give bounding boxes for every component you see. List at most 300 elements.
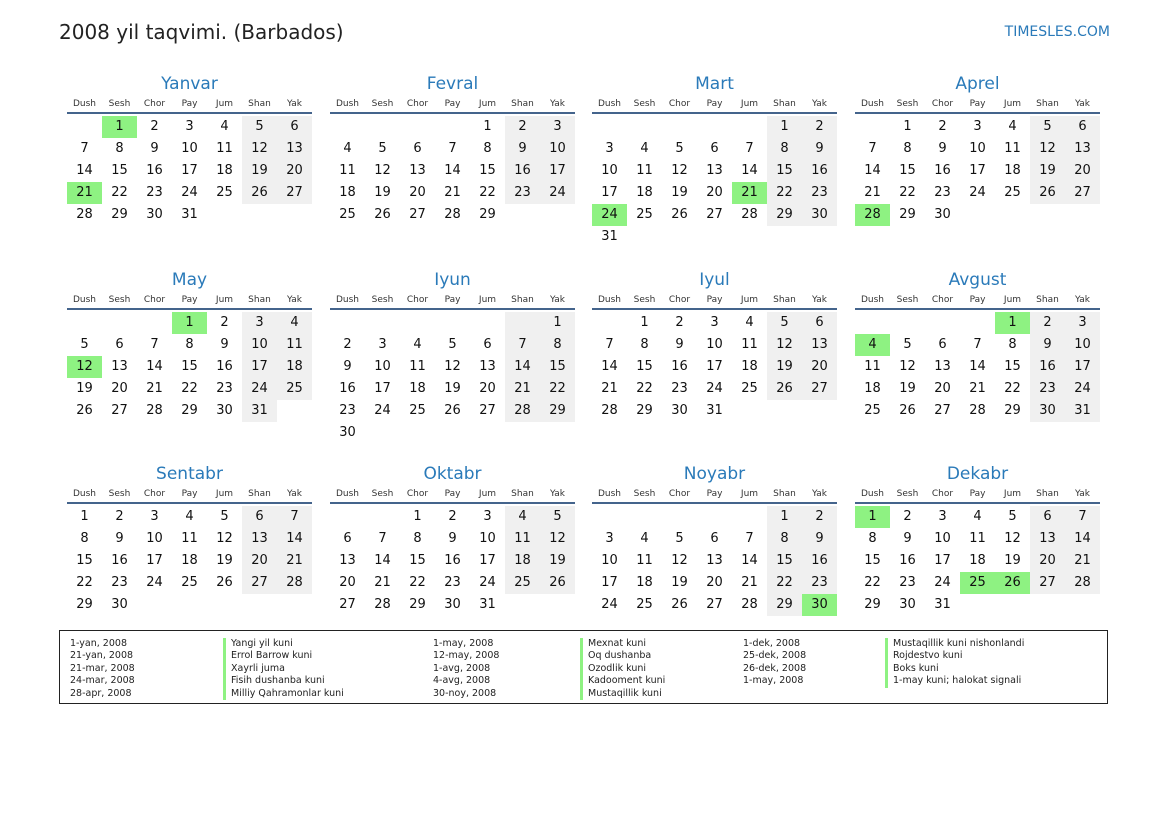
day-cell: 25 bbox=[1004, 185, 1021, 200]
week-row bbox=[592, 528, 837, 550]
day-cell: 11 bbox=[216, 141, 233, 156]
day-cell: 5 bbox=[1030, 116, 1065, 138]
day-cell: 20 bbox=[242, 550, 277, 572]
day-cell: 4 bbox=[640, 531, 649, 546]
weekday-label: Jum bbox=[478, 295, 497, 305]
day-cell: 5 bbox=[903, 337, 912, 352]
empty-cell bbox=[242, 204, 277, 226]
holiday-legend bbox=[59, 630, 1108, 704]
day-cell: 14 bbox=[277, 528, 312, 550]
empty-cell bbox=[505, 204, 540, 226]
week-row bbox=[592, 312, 837, 334]
day-cell: 23 bbox=[802, 182, 837, 204]
day-cell: 13 bbox=[409, 163, 426, 178]
empty-cell bbox=[330, 312, 365, 334]
day-cell: 11 bbox=[969, 531, 986, 546]
empty-cell bbox=[400, 422, 435, 444]
day-cell: 14 bbox=[741, 553, 758, 568]
weekday-label: Jum bbox=[478, 489, 497, 499]
day-cell: 18 bbox=[505, 550, 540, 572]
day-cell: 3 bbox=[185, 119, 194, 134]
day-cell: 30 bbox=[802, 594, 837, 616]
day-cell: 21 bbox=[601, 381, 618, 396]
day-cell: 28 bbox=[969, 403, 986, 418]
day-cell: 31 bbox=[181, 207, 198, 222]
empty-cell bbox=[767, 226, 802, 248]
day-cell: 6 bbox=[1030, 506, 1065, 528]
day-cell: 13 bbox=[339, 553, 356, 568]
day-cell: 26 bbox=[995, 572, 1030, 594]
legend-holiday-name: Oq dushanba bbox=[580, 650, 665, 662]
day-cell: 16 bbox=[899, 553, 916, 568]
day-cell: 9 bbox=[802, 138, 837, 160]
week-row bbox=[330, 506, 575, 528]
empty-cell bbox=[330, 506, 365, 528]
day-cell: 17 bbox=[601, 185, 618, 200]
weekday-label: Yak bbox=[287, 99, 302, 109]
day-cell: 24 bbox=[146, 575, 163, 590]
day-cell: 16 bbox=[111, 553, 128, 568]
weekday-header bbox=[592, 292, 837, 310]
weekday-label: Yak bbox=[1075, 489, 1090, 499]
legend-date: 21-yan, 2008 bbox=[70, 650, 134, 662]
day-cell: 6 bbox=[483, 337, 492, 352]
week-row bbox=[330, 204, 575, 226]
day-cell: 22 bbox=[899, 185, 916, 200]
day-cell: 6 bbox=[413, 141, 422, 156]
empty-cell bbox=[732, 226, 767, 248]
empty-cell bbox=[435, 116, 470, 138]
day-cell: 19 bbox=[540, 550, 575, 572]
empty-cell bbox=[697, 506, 732, 528]
weekday-label: Pay bbox=[969, 489, 986, 499]
day-cell: 21 bbox=[374, 575, 391, 590]
day-cell: 25 bbox=[409, 403, 426, 418]
week-row bbox=[330, 594, 575, 616]
empty-cell bbox=[627, 226, 662, 248]
day-cell: 22 bbox=[111, 185, 128, 200]
weekday-label: Jum bbox=[215, 295, 234, 305]
week-row bbox=[855, 334, 1100, 356]
weekday-label: Chor bbox=[931, 489, 954, 499]
day-cell: 23 bbox=[111, 575, 128, 590]
day-cell: 1 bbox=[483, 119, 492, 134]
month-name: Noyabr bbox=[683, 464, 746, 484]
week-row bbox=[855, 356, 1100, 378]
day-cell: 30 bbox=[146, 207, 163, 222]
month-sentabr bbox=[67, 462, 312, 616]
weekday-label: Yak bbox=[287, 489, 302, 499]
legend-date: 12-may, 2008 bbox=[433, 650, 500, 662]
weekday-label: Chor bbox=[668, 489, 691, 499]
week-row bbox=[855, 572, 1100, 594]
empty-cell bbox=[505, 594, 540, 616]
week-row bbox=[855, 116, 1100, 138]
week-row bbox=[67, 378, 312, 400]
week-row bbox=[855, 594, 1100, 616]
day-cell: 27 bbox=[1030, 572, 1065, 594]
day-cell: 26 bbox=[444, 403, 461, 418]
week-row bbox=[67, 550, 312, 572]
day-cell: 11 bbox=[505, 528, 540, 550]
day-cell: 24 bbox=[374, 403, 391, 418]
weekday-label: Sesh bbox=[896, 295, 919, 305]
month-name: Yanvar bbox=[161, 74, 218, 94]
weekday-label: Dush bbox=[597, 99, 622, 109]
day-cell: 21 bbox=[969, 381, 986, 396]
weekday-label: Pay bbox=[706, 489, 723, 499]
day-cell: 26 bbox=[540, 572, 575, 594]
day-cell: 7 bbox=[505, 334, 540, 356]
day-cell: 7 bbox=[378, 531, 387, 546]
day-cell: 31 bbox=[242, 400, 277, 422]
day-cell: 20 bbox=[111, 381, 128, 396]
day-cell: 13 bbox=[277, 138, 312, 160]
day-cell: 9 bbox=[1030, 334, 1065, 356]
day-cell: 3 bbox=[1065, 312, 1100, 334]
day-cell: 8 bbox=[115, 141, 124, 156]
day-cell: 1 bbox=[640, 315, 649, 330]
day-cell: 14 bbox=[864, 163, 881, 178]
day-cell: 16 bbox=[444, 553, 461, 568]
empty-cell bbox=[1030, 204, 1065, 226]
day-cell: 25 bbox=[181, 575, 198, 590]
weekday-label: Yak bbox=[812, 295, 827, 305]
day-cell: 19 bbox=[444, 381, 461, 396]
legend-date: 30-noy, 2008 bbox=[433, 687, 497, 699]
weekday-label: Pay bbox=[181, 99, 198, 109]
weekday-label: Sesh bbox=[633, 99, 656, 109]
legend-date: 26-dek, 2008 bbox=[743, 662, 807, 674]
day-cell: 21 bbox=[277, 550, 312, 572]
weekday-label: Chor bbox=[406, 99, 429, 109]
legend-holiday-name: Fisih dushanba kuni bbox=[223, 675, 344, 687]
empty-cell bbox=[697, 116, 732, 138]
legend-holiday-name: Mustaqillik kuni nishonlandi bbox=[885, 638, 1024, 650]
weekday-header bbox=[67, 292, 312, 310]
week-row bbox=[855, 550, 1100, 572]
month-may bbox=[67, 268, 312, 422]
day-cell: 24 bbox=[592, 204, 627, 226]
day-cell: 6 bbox=[802, 312, 837, 334]
day-cell: 8 bbox=[483, 141, 492, 156]
month-fevral bbox=[330, 72, 575, 226]
weekday-label: Yak bbox=[550, 295, 565, 305]
month-avgust bbox=[855, 268, 1100, 422]
day-cell: 28 bbox=[146, 403, 163, 418]
day-cell: 22 bbox=[636, 381, 653, 396]
week-row bbox=[592, 356, 837, 378]
weekday-label: Jum bbox=[1003, 295, 1022, 305]
day-cell: 12 bbox=[767, 334, 802, 356]
day-cell: 28 bbox=[855, 204, 890, 226]
week-row bbox=[330, 334, 575, 356]
day-cell: 26 bbox=[374, 207, 391, 222]
day-cell: 28 bbox=[76, 207, 93, 222]
weekday-label: Sesh bbox=[371, 489, 394, 499]
weekday-label: Chor bbox=[931, 99, 954, 109]
day-cell: 3 bbox=[605, 531, 614, 546]
week-row bbox=[330, 160, 575, 182]
day-cell: 13 bbox=[706, 163, 723, 178]
day-cell: 4 bbox=[277, 312, 312, 334]
legend-dates-col bbox=[433, 638, 499, 700]
day-cell: 16 bbox=[1030, 356, 1065, 378]
day-cell: 10 bbox=[181, 141, 198, 156]
day-cell: 23 bbox=[934, 185, 951, 200]
month-noyabr bbox=[592, 462, 837, 616]
weekday-header bbox=[855, 486, 1100, 504]
day-cell: 5 bbox=[220, 509, 229, 524]
week-row bbox=[855, 138, 1100, 160]
day-cell: 9 bbox=[448, 531, 457, 546]
day-cell: 15 bbox=[899, 163, 916, 178]
day-cell: 4 bbox=[1008, 119, 1017, 134]
weekday-label: Sesh bbox=[108, 489, 131, 499]
day-cell: 5 bbox=[1008, 509, 1017, 524]
month-name: Avgust bbox=[948, 270, 1007, 290]
day-cell: 9 bbox=[115, 531, 124, 546]
empty-cell bbox=[1065, 594, 1100, 616]
day-cell: 5 bbox=[767, 312, 802, 334]
day-cell: 19 bbox=[216, 553, 233, 568]
week-row bbox=[67, 400, 312, 422]
day-cell: 23 bbox=[1030, 378, 1065, 400]
day-cell: 20 bbox=[409, 185, 426, 200]
day-cell: 12 bbox=[216, 531, 233, 546]
day-cell: 7 bbox=[745, 141, 754, 156]
day-cell: 23 bbox=[339, 403, 356, 418]
day-cell: 27 bbox=[706, 207, 723, 222]
week-row bbox=[592, 334, 837, 356]
week-row bbox=[67, 312, 312, 334]
day-cell: 20 bbox=[277, 160, 312, 182]
day-cell: 18 bbox=[339, 185, 356, 200]
weekday-label: Shan bbox=[1036, 489, 1059, 499]
day-cell: 30 bbox=[671, 403, 688, 418]
day-cell: 1 bbox=[80, 509, 89, 524]
weekday-label: Sesh bbox=[633, 489, 656, 499]
weekday-label: Dush bbox=[597, 489, 622, 499]
empty-cell bbox=[242, 594, 277, 616]
weekday-label: Yak bbox=[812, 489, 827, 499]
brand-link[interactable]: TIMESLES.COM bbox=[1004, 24, 1110, 40]
day-cell: 1 bbox=[903, 119, 912, 134]
weekday-label: Dush bbox=[860, 489, 885, 499]
week-row bbox=[67, 116, 312, 138]
day-cell: 4 bbox=[343, 141, 352, 156]
weekday-label: Sesh bbox=[371, 99, 394, 109]
day-cell: 26 bbox=[671, 597, 688, 612]
month-iyul bbox=[592, 268, 837, 422]
week-row bbox=[855, 400, 1100, 422]
legend-names-col bbox=[223, 638, 344, 700]
day-cell: 17 bbox=[1065, 356, 1100, 378]
day-cell: 29 bbox=[111, 207, 128, 222]
day-cell: 7 bbox=[277, 506, 312, 528]
day-cell: 14 bbox=[76, 163, 93, 178]
day-cell: 9 bbox=[903, 531, 912, 546]
day-cell: 4 bbox=[745, 315, 754, 330]
day-cell: 18 bbox=[181, 553, 198, 568]
empty-cell bbox=[1065, 204, 1100, 226]
weekday-label: Dush bbox=[72, 489, 97, 499]
day-cell: 17 bbox=[181, 163, 198, 178]
day-cell: 27 bbox=[111, 403, 128, 418]
week-row bbox=[67, 204, 312, 226]
empty-cell bbox=[890, 312, 925, 334]
weekday-header bbox=[330, 486, 575, 504]
day-cell: 14 bbox=[601, 359, 618, 374]
day-cell: 11 bbox=[1004, 141, 1021, 156]
weekday-label: Shan bbox=[248, 489, 271, 499]
day-cell: 4 bbox=[220, 119, 229, 134]
weekday-label: Dush bbox=[597, 295, 622, 305]
day-cell: 27 bbox=[1065, 182, 1100, 204]
day-cell: 12 bbox=[444, 359, 461, 374]
legend-dates-col bbox=[743, 638, 806, 688]
day-cell: 12 bbox=[67, 356, 102, 378]
weekday-header bbox=[67, 486, 312, 504]
legend-names-col bbox=[885, 638, 1024, 688]
day-cell: 20 bbox=[802, 356, 837, 378]
page-title: 2008 yil taqvimi. (Barbados) bbox=[59, 20, 344, 44]
empty-cell bbox=[207, 204, 242, 226]
day-cell: 3 bbox=[605, 141, 614, 156]
empty-cell bbox=[435, 422, 470, 444]
empty-cell bbox=[802, 226, 837, 248]
day-cell: 12 bbox=[671, 163, 688, 178]
week-row bbox=[67, 356, 312, 378]
day-cell: 25 bbox=[960, 572, 995, 594]
day-cell: 3 bbox=[540, 116, 575, 138]
week-row bbox=[330, 182, 575, 204]
day-cell: 30 bbox=[216, 403, 233, 418]
day-cell: 22 bbox=[76, 575, 93, 590]
week-row bbox=[67, 160, 312, 182]
day-cell: 28 bbox=[374, 597, 391, 612]
day-cell: 20 bbox=[1030, 550, 1065, 572]
day-cell: 26 bbox=[216, 575, 233, 590]
day-cell: 31 bbox=[1065, 400, 1100, 422]
legend-holiday-name: Boks kuni bbox=[885, 663, 1024, 675]
day-cell: 12 bbox=[899, 359, 916, 374]
day-cell: 28 bbox=[741, 597, 758, 612]
day-cell: 25 bbox=[741, 381, 758, 396]
weekday-label: Yak bbox=[550, 99, 565, 109]
empty-cell bbox=[732, 116, 767, 138]
day-cell: 13 bbox=[242, 528, 277, 550]
day-cell: 30 bbox=[802, 204, 837, 226]
weekday-label: Shan bbox=[248, 295, 271, 305]
week-row bbox=[855, 312, 1100, 334]
weekday-label: Chor bbox=[143, 295, 166, 305]
day-cell: 11 bbox=[636, 163, 653, 178]
weekday-label: Yak bbox=[812, 99, 827, 109]
weekday-label: Pay bbox=[444, 99, 461, 109]
day-cell: 24 bbox=[479, 575, 496, 590]
weekday-label: Pay bbox=[969, 295, 986, 305]
weekday-label: Yak bbox=[550, 489, 565, 499]
day-cell: 31 bbox=[601, 229, 618, 244]
weekday-label: Pay bbox=[181, 489, 198, 499]
day-cell: 11 bbox=[864, 359, 881, 374]
day-cell: 11 bbox=[181, 531, 198, 546]
legend-date: 21-mar, 2008 bbox=[70, 662, 135, 674]
day-cell: 20 bbox=[479, 381, 496, 396]
day-cell: 7 bbox=[605, 337, 614, 352]
day-cell: 25 bbox=[216, 185, 233, 200]
month-name: May bbox=[171, 270, 208, 290]
legend-holiday-name: Rojdestvo kuni bbox=[885, 650, 1024, 662]
week-row bbox=[67, 572, 312, 594]
weekday-label: Pay bbox=[706, 295, 723, 305]
weekday-header bbox=[330, 96, 575, 114]
weekday-label: Dush bbox=[335, 295, 360, 305]
weekday-label: Shan bbox=[773, 295, 796, 305]
day-cell: 5 bbox=[378, 141, 387, 156]
day-cell: 9 bbox=[505, 138, 540, 160]
day-cell: 7 bbox=[150, 337, 159, 352]
legend-holiday-name: Xayrli juma bbox=[223, 663, 344, 675]
day-cell: 7 bbox=[80, 141, 89, 156]
day-cell: 15 bbox=[864, 553, 881, 568]
day-cell: 20 bbox=[706, 185, 723, 200]
empty-cell bbox=[995, 204, 1030, 226]
week-row bbox=[592, 594, 837, 616]
day-cell: 19 bbox=[1004, 553, 1021, 568]
day-cell: 4 bbox=[855, 334, 890, 356]
day-cell: 21 bbox=[1065, 550, 1100, 572]
week-row bbox=[855, 204, 1100, 226]
day-cell: 17 bbox=[969, 163, 986, 178]
day-cell: 26 bbox=[242, 182, 277, 204]
legend-holiday-name: Yangi yil kuni bbox=[223, 638, 344, 650]
weekday-label: Pay bbox=[444, 489, 461, 499]
month-mart bbox=[592, 72, 837, 248]
day-cell: 6 bbox=[710, 141, 719, 156]
week-row bbox=[67, 506, 312, 528]
day-cell: 30 bbox=[934, 207, 951, 222]
week-row bbox=[592, 572, 837, 594]
empty-cell bbox=[627, 116, 662, 138]
week-row bbox=[592, 550, 837, 572]
weekday-label: Sesh bbox=[633, 295, 656, 305]
day-cell: 8 bbox=[767, 528, 802, 550]
month-name: Oktabr bbox=[423, 464, 482, 484]
day-cell: 7 bbox=[745, 531, 754, 546]
day-cell: 21 bbox=[67, 182, 102, 204]
day-cell: 29 bbox=[409, 597, 426, 612]
day-cell: 30 bbox=[1030, 400, 1065, 422]
empty-cell bbox=[137, 594, 172, 616]
day-cell: 12 bbox=[540, 528, 575, 550]
day-cell: 6 bbox=[115, 337, 124, 352]
day-cell: 5 bbox=[242, 116, 277, 138]
day-cell: 19 bbox=[1030, 160, 1065, 182]
weekday-label: Yak bbox=[1075, 99, 1090, 109]
day-cell: 2 bbox=[1030, 312, 1065, 334]
day-cell: 19 bbox=[671, 575, 688, 590]
day-cell: 29 bbox=[636, 403, 653, 418]
weekday-label: Dush bbox=[335, 489, 360, 499]
empty-cell bbox=[925, 312, 960, 334]
empty-cell bbox=[207, 594, 242, 616]
week-row bbox=[855, 182, 1100, 204]
day-cell: 9 bbox=[675, 337, 684, 352]
day-cell: 1 bbox=[995, 312, 1030, 334]
day-cell: 29 bbox=[76, 597, 93, 612]
